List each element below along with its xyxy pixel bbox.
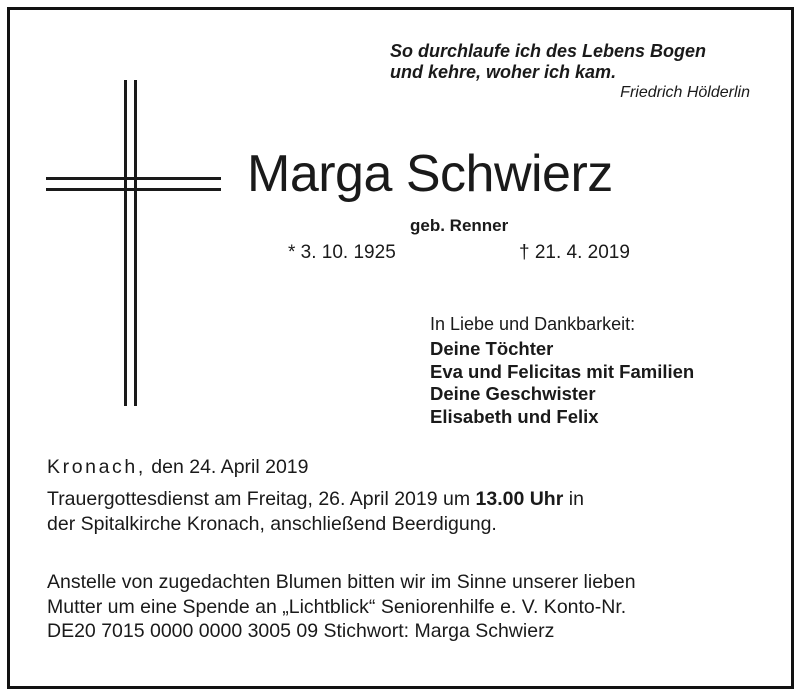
mourner-name: Elisabeth und Felix [430,405,599,427]
mourner-name: Deine Töchter [430,338,554,359]
quote-author: Friedrich Hölderlin [620,84,750,101]
cross-icon [40,80,230,410]
quote-line-2: und kehre, woher ich kam. [390,62,617,82]
service-line-2: der Spitalkirche Kronach, anschließend Beerdigung. [47,513,497,535]
deceased-name: Marga Schwierz [247,145,613,203]
service-suffix: in [563,488,584,510]
donation-line: Anstelle von zugedachten Blumen bitten wir im Sinne unserer lieben [47,571,636,593]
birth-date: * 3. 10. 1925 [288,242,396,263]
date: den 24. April 2019 [151,456,309,478]
mourners-list [430,338,694,428]
donation-text [47,570,636,644]
quote-line-1: So durchlaufe ich des Lebens Bogen [390,41,707,61]
place: Kronach, [47,456,146,478]
service-time: 13.00 Uhr [475,488,564,510]
mourner-name: Eva und Felicitas mit Familien [430,360,695,382]
death-date: † 21. 4. 2019 [519,242,630,263]
donation-line: Mutter um eine Spende an „Lichtblick“ Seniorenhilfe e. V. Konto-Nr. [47,595,627,618]
service-prefix: Trauergottesdienst am Freitag, 26. April 2019 um [47,488,476,510]
maiden-name: geb. Renner [410,216,509,235]
place-date-line [47,455,309,480]
service-line-1 [47,487,584,512]
donation-line: DE20 7015 0000 0000 3005 09 Stichwort: Marga Schwierz [47,620,555,642]
mourner-name: Deine Geschwister [430,383,596,404]
mourners-intro: In Liebe und Dankbarkeit: [430,314,636,334]
